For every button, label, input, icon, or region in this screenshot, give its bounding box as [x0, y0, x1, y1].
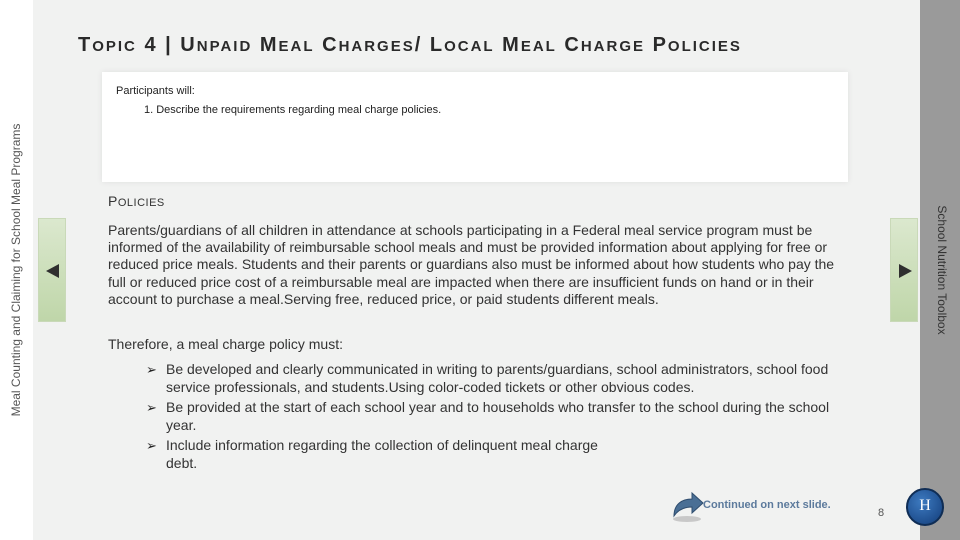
arrowhead-bullet-icon: ➢: [146, 400, 157, 415]
right-sidebar-title: School Nutrition Toolbox: [935, 205, 949, 335]
objectives-box: [102, 72, 848, 182]
policy-intro: Therefore, a meal charge policy must:: [108, 336, 343, 352]
section-heading: POLICIES: [108, 193, 165, 209]
continued-next-slide-link[interactable]: Continued on next slide.: [703, 499, 831, 511]
curved-arrow-icon[interactable]: [668, 486, 706, 524]
list-item: ➢ Be provided at the start of each school year and to households who transfer to the school during the school year.: [146, 399, 830, 433]
list-item: ➢ Be developed and clearly communicated in writing to parents/guardians, school administrators, school food service professionals, and students.Using color-coded tickets or other obvious codes.: [146, 361, 829, 395]
triangle-left-icon: [45, 263, 61, 279]
policy-paragraph: Parents/guardians of all children in attendance at schools participating in a Federal meal service program must be informed of the availability of reimbursable school meals and must be provided information about applying for free or reduced price meals. Students and their parents or guardians also must be informed about how students who pay the full or reduced price cost of a reimbursable meal are impacted when there are insufficient funds on hand or in their account to purchase a meal.Serving free, reduced price, or paid students different meals.: [108, 222, 835, 307]
left-sidebar-title: Meal Counting and Claiming for School Meal Programs: [9, 123, 23, 417]
page-number: 8: [878, 507, 885, 519]
list-item: ➢ Include information regarding the collection of delinquent meal charge debt.: [146, 437, 598, 471]
triangle-right-icon: [897, 263, 913, 279]
arrowhead-bullet-icon: ➢: [146, 438, 157, 453]
objectives-heading: Participants will:: [116, 85, 195, 97]
next-slide-button[interactable]: [890, 218, 918, 322]
slide-title: TOPIC 4 | UNPAID MEAL CHARGES/ LOCAL MEAL CHARGE POLICIES: [78, 34, 742, 56]
policy-requirements-list: [146, 361, 851, 475]
home-button[interactable]: H: [906, 488, 944, 526]
arrowhead-bullet-icon: ➢: [146, 362, 157, 377]
objective-item: 1. Describe the requirements regarding meal charge policies.: [144, 104, 442, 116]
previous-slide-button[interactable]: [38, 218, 66, 322]
